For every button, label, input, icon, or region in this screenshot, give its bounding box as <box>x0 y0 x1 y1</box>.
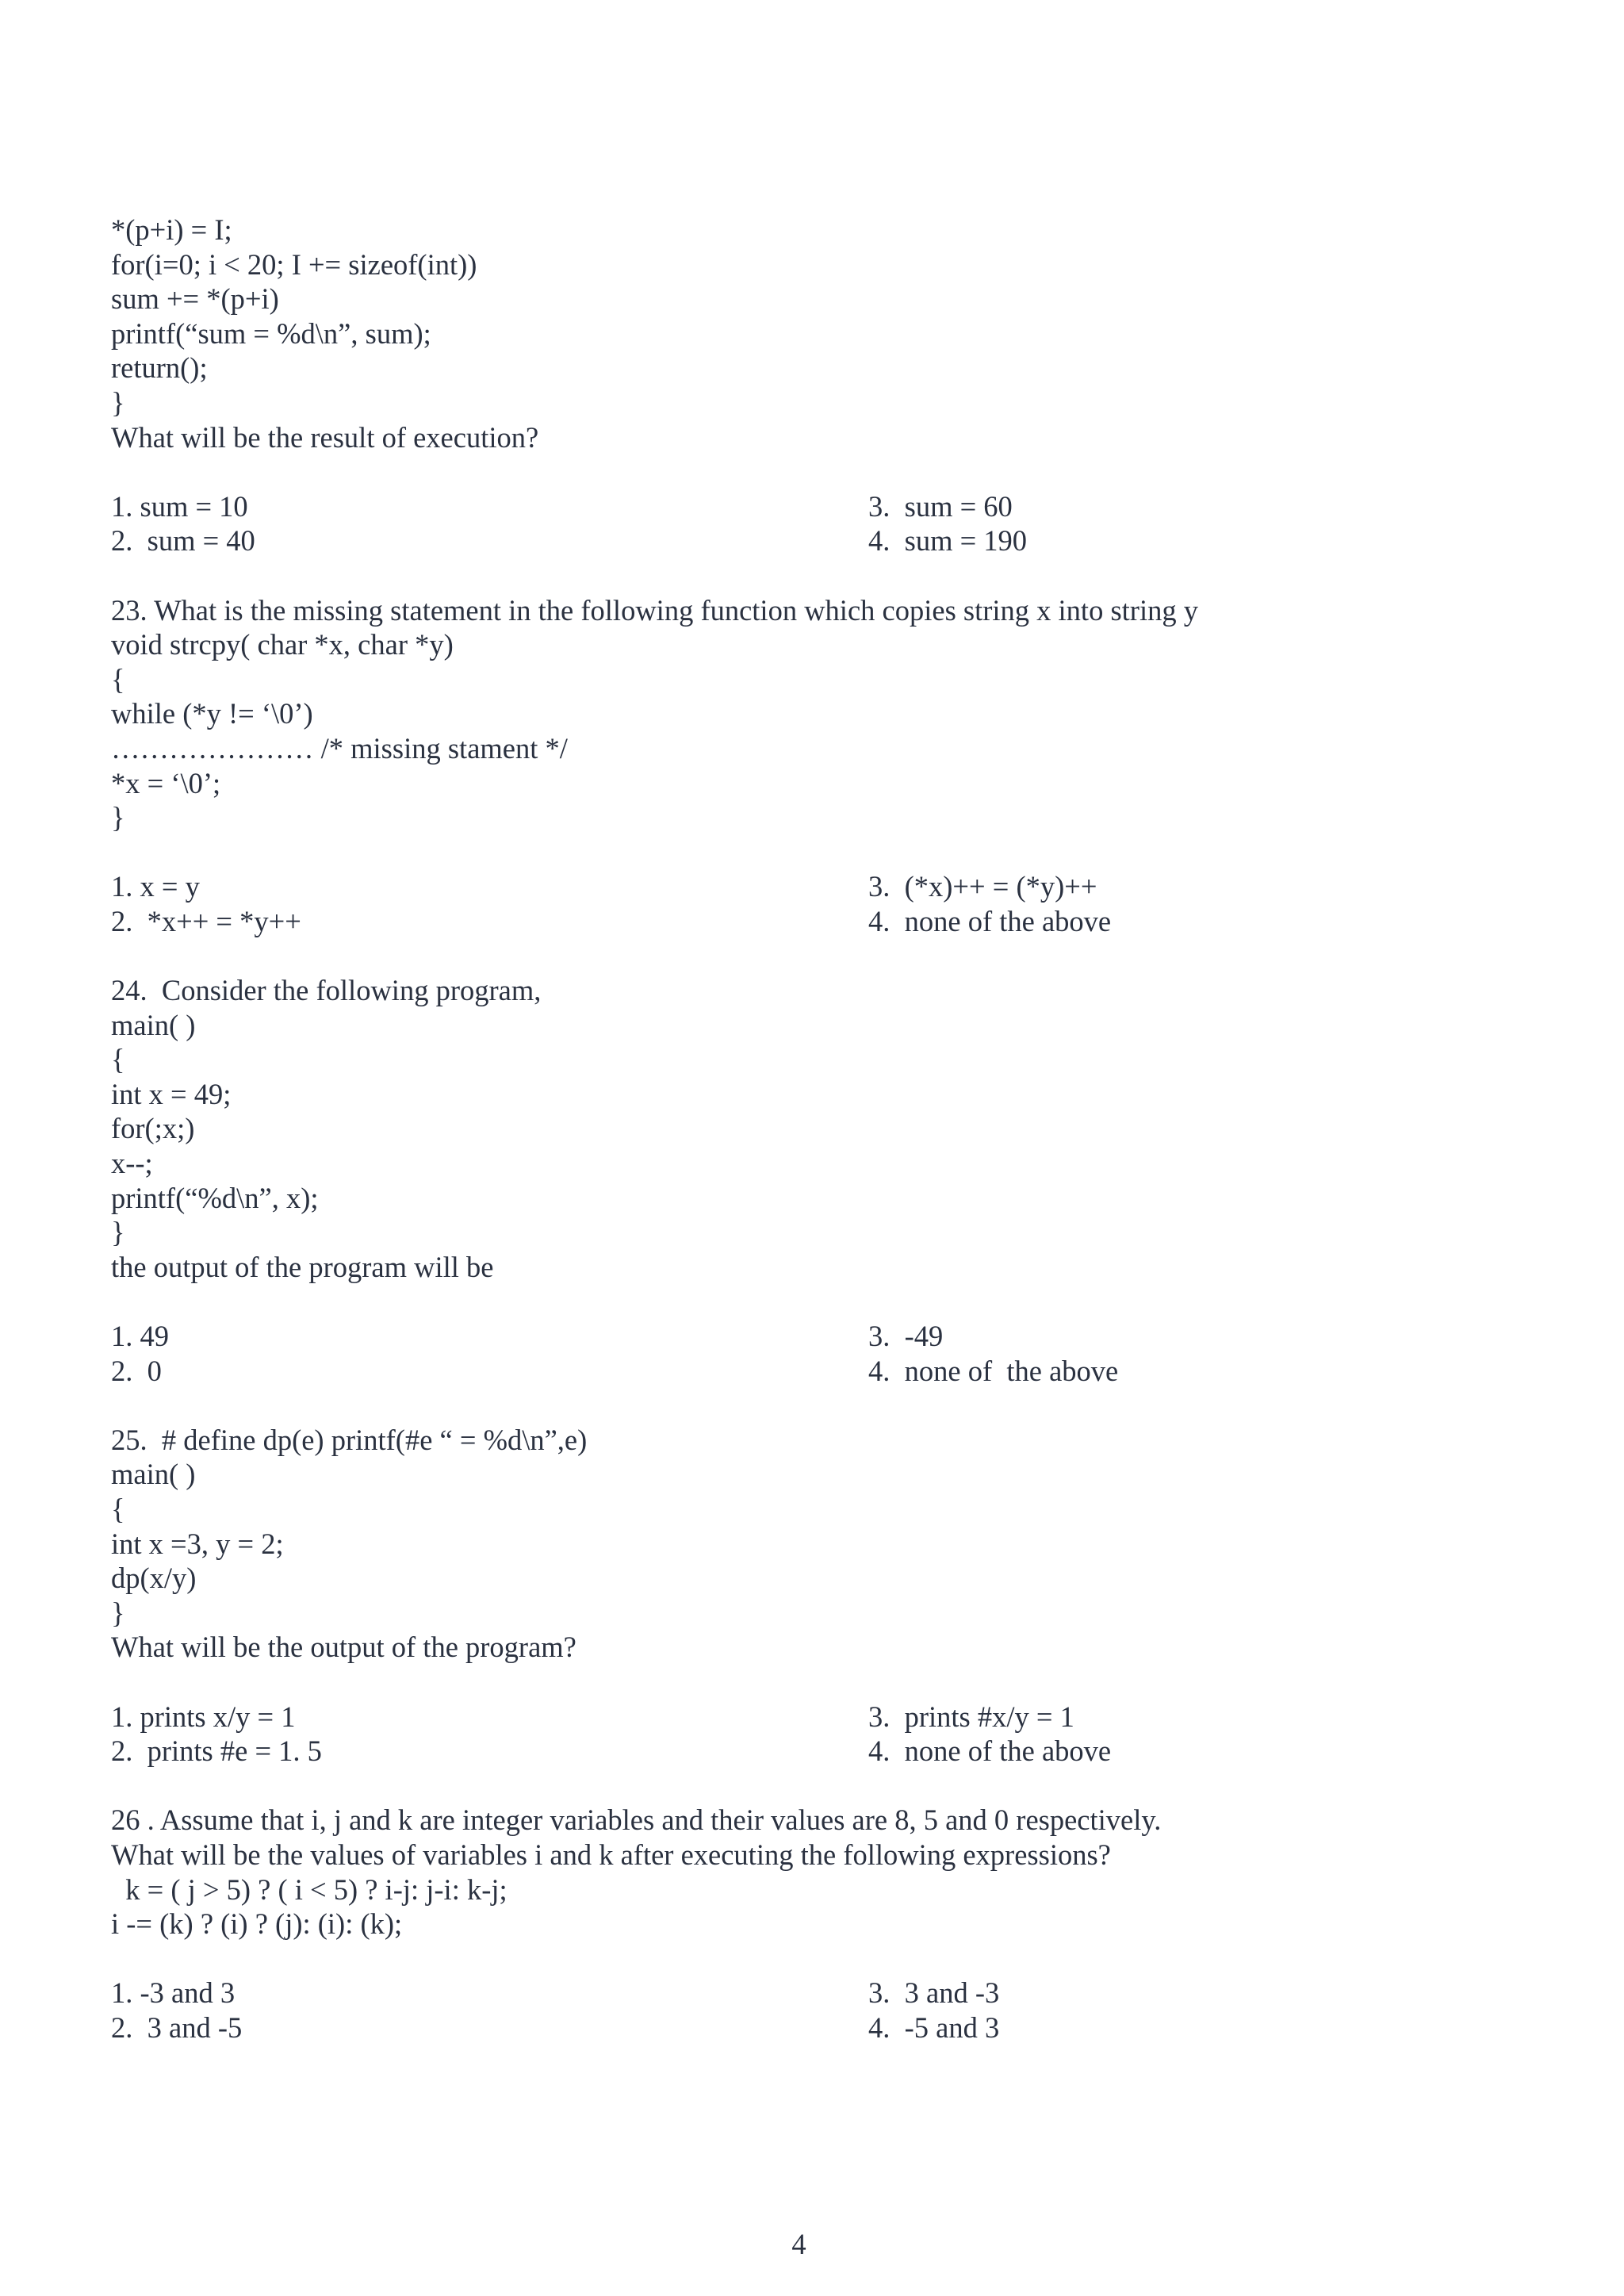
option-3: 3. 3 and -3 <box>868 1976 1000 2010</box>
code-line: *(p+i) = I; <box>111 213 232 246</box>
code-line: int x =3, y = 2; <box>111 1527 284 1560</box>
code-line: while (*y != ‘\0’) <box>111 697 313 730</box>
option-2: 2. sum = 40 <box>111 524 255 558</box>
question-26 <box>111 1803 1554 2045</box>
answer-options <box>111 1700 1554 1769</box>
code-line: printf(“sum = %d\n”, sum); <box>111 316 431 350</box>
option-4: 4. none of the above <box>868 1354 1119 1387</box>
code-line: { <box>111 662 125 696</box>
option-3: 3. -49 <box>868 1320 944 1352</box>
option-4: 4. none of the above <box>868 1734 1112 1768</box>
option-1: 1. sum = 10 <box>111 489 248 523</box>
question-25 <box>111 1423 1554 1769</box>
option-3: 3. prints #x/y = 1 <box>868 1700 1074 1733</box>
question-22 <box>111 213 1554 558</box>
document-page <box>111 213 1554 2045</box>
question-text: What will be the result of execution? <box>111 420 539 454</box>
option-2: 2. 0 <box>111 1354 162 1387</box>
answer-options <box>111 489 1554 558</box>
code-line: } <box>111 801 125 834</box>
code-line: int x = 49; <box>111 1077 232 1110</box>
answer-options <box>111 1319 1554 1388</box>
option-1: 1. -3 and 3 <box>111 1976 236 2010</box>
option-4: 4. sum = 190 <box>868 524 1028 558</box>
answer-options <box>111 869 1554 938</box>
code-line: } <box>111 1596 125 1629</box>
option-1: 1. prints x/y = 1 <box>111 1700 296 1733</box>
answer-options <box>111 1976 1554 2045</box>
code-line: { <box>111 1492 125 1525</box>
code-line: *x = ‘\0’; <box>111 766 221 799</box>
option-4: 4. -5 and 3 <box>868 2010 1000 2044</box>
option-2: 2. *x++ = *y++ <box>111 904 301 937</box>
code-line: main( ) <box>111 1458 196 1491</box>
question-text: What will be the values of variables i and k after executing the following expressions? <box>111 1838 1111 1871</box>
code-line: { <box>111 1043 125 1076</box>
code-line: } <box>111 385 125 419</box>
code-line: main( ) <box>111 1008 196 1041</box>
code-line: x--; <box>111 1147 153 1180</box>
option-2: 2. prints #e = 1. 5 <box>111 1734 322 1768</box>
option-1: 1. x = y <box>111 870 200 903</box>
question-text: What will be the output of the program? <box>111 1631 576 1664</box>
code-line: void strcpy( char *x, char *y) <box>111 628 454 661</box>
question-text: the output of the program will be <box>111 1250 494 1283</box>
code-line: for(i=0; i < 20; I += sizeof(int)) <box>111 247 477 281</box>
code-line: return(); <box>111 351 208 385</box>
option-4: 4. none of the above <box>868 904 1112 937</box>
question-text: 24. Consider the following program, <box>111 974 542 1007</box>
code-line: i -= (k) ? (i) ? (j): (i): (k); <box>111 1907 403 1941</box>
code-line: dp(x/y) <box>111 1562 197 1595</box>
code-line: printf(“%d\n”, x); <box>111 1181 319 1214</box>
option-3: 3. (*x)++ = (*y)++ <box>868 870 1097 903</box>
code-line: } <box>111 1216 125 1249</box>
code-line: ………………… /* missing stament */ <box>111 731 568 765</box>
option-3: 3. sum = 60 <box>868 489 1013 523</box>
question-24 <box>111 973 1554 1388</box>
question-text: 23. What is the missing statement in the following function which copies string x into string y <box>111 593 1198 627</box>
option-2: 2. 3 and -5 <box>111 2010 243 2044</box>
code-line: for(;x;) <box>111 1112 195 1145</box>
option-1: 1. 49 <box>111 1320 169 1352</box>
code-line: k = ( j > 5) ? ( i < 5) ? i-j: j-i: k-j; <box>111 1872 508 1906</box>
page-number: 4 <box>791 2228 806 2260</box>
code-line: sum += *(p+i) <box>111 282 279 316</box>
question-23 <box>111 593 1554 939</box>
question-text: 25. # define dp(e) printf(#e “ = %d\n”,e) <box>111 1423 588 1456</box>
question-text: 26 . Assume that i, j and k are integer variables and their values are 8, 5 and 0 respectively. <box>111 1803 1162 1837</box>
